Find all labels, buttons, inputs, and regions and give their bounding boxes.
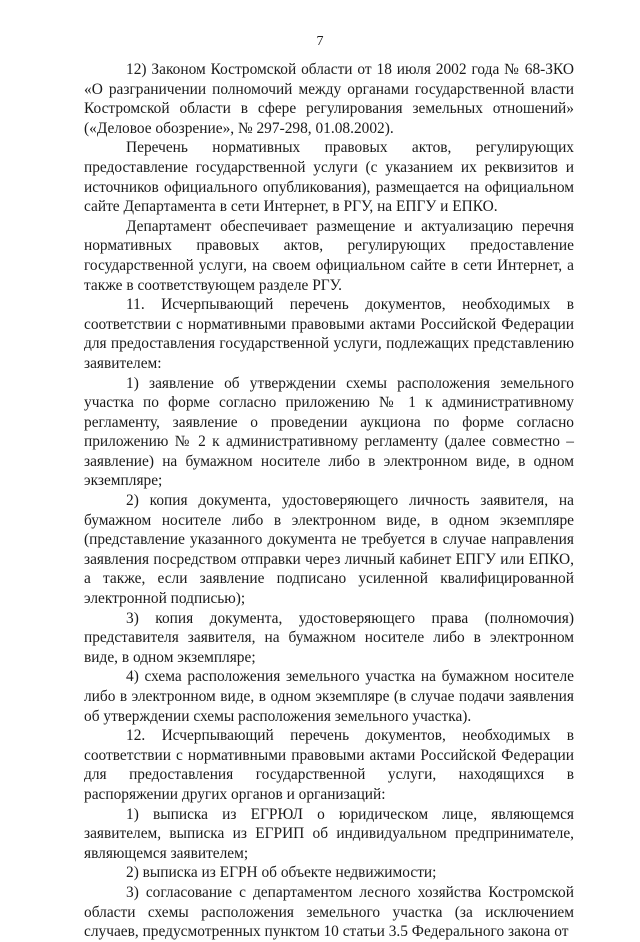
paragraph-acts-list: Перечень нормативных правовых актов, регулирующих предоставление государственной услуги (с указанием их реквизитов и источников официального опубликования), размещается на официальном сайте Департамента в сети Интернет, в РГУ, на ЕПГУ и ЕПКО.	[84, 139, 574, 216]
paragraph-item-representative: 3) копия документа, удостоверяющего права (полномочия) представителя заявителя, на бумажном носителе либо в электронном виде, в одном экземпляре;	[84, 609, 574, 666]
paragraph-item-forestry-approval: 3) согласование с департаментом лесного хозяйства Костромской области схемы расположения земельного участка (за исключением случаев, предусмотренных пунктом 10 статьи 3.5 Федерального закона от	[84, 883, 574, 941]
paragraph-item-egrul: 1) выписка из ЕГРЮЛ о юридическом лице, являющемся заявителем, выписка из ЕГРИП об индивидуальном предпринимателе, являющемся заявителем;	[84, 805, 574, 862]
paragraph-item-scheme: 4) схема расположения земельного участка на бумажном носителе либо в электронном виде, в одном экземпляре (в случае подачи заявления об утверждении схемы расположения земельного участка).	[84, 668, 574, 725]
paragraph-item-identity-copy: 2) копия документа, удостоверяющего личность заявителя, на бумажном носителе либо в электронном виде, в одном экземпляре (представление указанного документа не требуется в случае направления заявления посредством отправки через личный кабинет ЕПГУ или ЕПКО, а также, если заявление подписано усиленной квалифицированной электронной подписью);	[84, 492, 574, 608]
paragraph-section-12: 12. Исчерпывающий перечень документов, необходимых в соответствии с нормативными правовыми актами Российской Федерации для предоставления государственной услуги, находящихся в распоряжении других органов и организаций:	[84, 727, 574, 803]
paragraph-item-application: 1) заявление об утверждении схемы расположения земельного участка по форме согласно приложению № 1 к административному регламенту, заявление о проведении аукциона по форме согласно приложению № 2 к административному регламенту (далее совместно – заявление) на бумажном носителе либо в электронном виде, в одном экземпляре;	[84, 374, 574, 490]
paragraph-section-11: 11. Исчерпывающий перечень документов, необходимых в соответствии с нормативными правовыми актами Российской Федерации для предоставления государственной услуги, подлежащих представлению заявителем:	[84, 296, 574, 372]
paragraph-law-12: 12) Законом Костромской области от 18 июля 2002 года № 68-ЗКО «О разграничении полномочий между органами государственной власти Костромской области в сфере регулирования земельных отношений» («Деловое обозрение», № 297-298, 01.08.2002).	[84, 61, 574, 137]
document-body	[84, 60, 574, 942]
paragraph-item-egrn: 2) выписка из ЕГРН об объекте недвижимости;	[126, 864, 437, 882]
page-number: 7	[316, 34, 324, 49]
paragraph-department-publication: Департамент обеспечивает размещение и актуализацию перечня нормативных правовых актов, регулирующих предоставление государственной услуги, на своем официальном сайте в сети Интернет, а также в соответствующем разделе РГУ.	[84, 217, 574, 294]
